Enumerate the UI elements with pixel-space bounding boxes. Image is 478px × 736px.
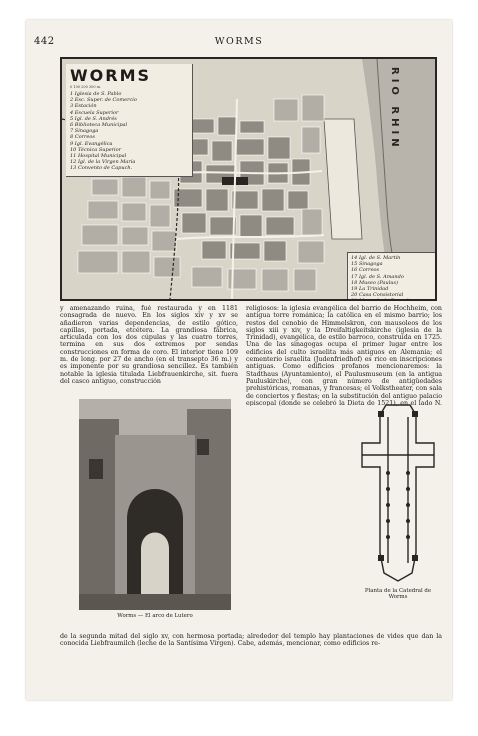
- photo-caption: Worms — El arco de Lutero: [117, 613, 193, 619]
- legend-item: 9 Igl. Evangélica: [70, 140, 113, 147]
- map-title: WORMS: [70, 66, 152, 85]
- legend-item: 4 Escuela Superior: [70, 109, 119, 116]
- paragraph: religiosos: la iglesia evangélica del barrio de Hochheim, con antigua torre románica; la católica en el mismo barrio; los restos del cenobio de Himmelskron, con mausoleos de los siglos xiii y xiv, y la Dreifaltigkeitskirche (iglesia de la Trinidad), evangélica, de estilo barroco, construída en 1725. Una de las sinagogas ocupa el primer lugar entre los edificios del culto israelita más antiguos en Alemania; el cementerio israelita (Judenfriedhof) es rico en inscripciones antiguas. Como edificios profanos mencionaremos: la Stadthaus (Ayuntamiento), el Paulusmuseum (en la antigua Pauluskirche), con gran número de antigüedades prehistóricas, romanas, y francesas; el Volkstheater, con sala de conciertos y fiestas; en la substitución del antiguo palacio episcopal (donde se celebró la Dieta de 1521), en el lado N.: [246, 305, 442, 406]
- legend-item: 10 Técnica Superior: [70, 146, 122, 153]
- legend-item: 5 Igl. de S. Andrés: [70, 115, 117, 122]
- cathedral-floor-plan: [356, 403, 440, 583]
- running-title: WORMS: [214, 36, 264, 47]
- photo-arch-of-luther: [79, 399, 231, 610]
- legend-item: 14 Igl. de S. Martín: [351, 255, 401, 261]
- legend-item: 13 Convento de Capuch.: [70, 165, 133, 172]
- arch-photo-drawing: [79, 399, 231, 610]
- floor-plan-drawing: [356, 403, 440, 583]
- legend-item: 3 Estación: [70, 103, 97, 110]
- text-column-right-narrow: [246, 406, 350, 634]
- legend-item: 16 Correos: [351, 267, 380, 274]
- map-legend-left: [66, 64, 193, 177]
- page-number: 442: [34, 36, 55, 47]
- legend-item: 2 Esc. Super. de Comercio: [70, 97, 137, 104]
- legend-item: 7 Sinagoga: [70, 128, 99, 135]
- map-legend-right: [347, 252, 436, 301]
- river-label: RIO RHIN: [389, 67, 400, 151]
- text-column-right-top: [246, 305, 442, 406]
- legend-item: 20 Casa Consistorial: [351, 292, 404, 299]
- plan-caption: Planta de la Catedral de Worms: [364, 588, 432, 601]
- paragraph: de la segunda mitad del siglo xv, con hermosa portada; alrededor del templo hay plantaciones de vides que dan la conocida Liebfraumilch (leche de la Santísima Virgen). Cabe, además, mencionar, como edificios re-: [60, 633, 442, 648]
- legend-item: 6 Biblioteca Municipal: [70, 122, 128, 129]
- legend-item: 11 Hospital Municipal: [70, 153, 127, 160]
- legend-item: 12 Igl. de la Virgen María: [70, 159, 136, 166]
- text-block-bottom: [60, 633, 442, 677]
- legend-item: 1 Iglesia de S. Pablo: [70, 91, 122, 97]
- legend-item: 8 Correos: [70, 134, 95, 141]
- legend-item: 19 La Trinidad: [351, 286, 389, 293]
- map-scale: 0 100 200 300 m.: [70, 85, 102, 89]
- city-map: [60, 57, 437, 301]
- legend-item: 17 Igl. de S. Amando: [351, 273, 404, 280]
- text-column-left-top: [60, 305, 238, 391]
- legend-item: 18 Museo (Paulus): [351, 279, 399, 286]
- legend-item: [351, 298, 433, 301]
- legend-item: 15 Sinagoga: [351, 261, 383, 268]
- paragraph: y amenazando ruina, fué restaurada y en 1181 consagrada de nuevo. En los siglos xiv y xv se añadieron varias dependencias, de estilo gótico, capillas, portada, etcétera. La grandiosa fábrica, articulada con los dos cúpulas y las cuatro torres, termina en sus dos extremos por sendas construcciones en forma de coro. El interior tiene 109 m. de long. por 27 de ancho (en el transepto 36 m.) y es imponente por su grandiosa sencillez. Es también notable la iglesia titulada Liebfrauenkirche, sit. fuera del casco antiguo, construcción: [60, 305, 238, 385]
